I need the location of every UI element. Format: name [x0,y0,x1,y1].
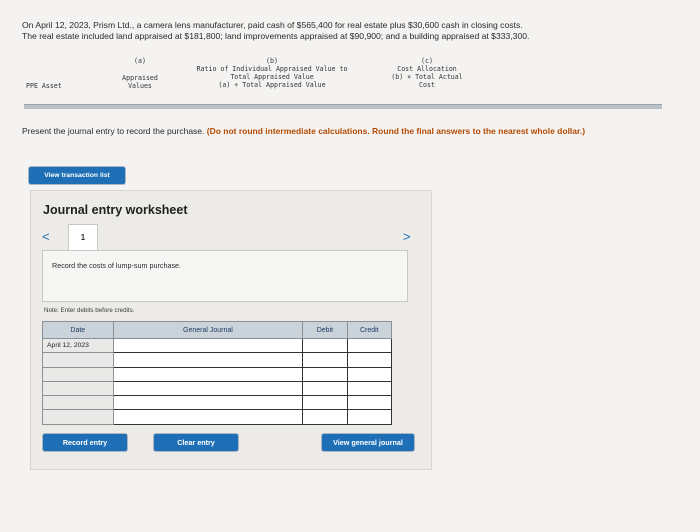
previous-arrow-icon[interactable]: < [42,229,50,244]
clear-entry-button[interactable]: Clear entry [154,434,238,451]
account-input[interactable] [113,381,303,395]
credit-header: Credit [347,322,391,339]
instructions-plain: Present the journal entry to record the purchase. [22,126,207,136]
col-c-letter: (c) [421,57,433,65]
credit-input[interactable] [347,396,391,410]
account-input[interactable] [113,353,303,367]
journal-header-row [43,322,392,339]
table-row [43,396,392,410]
ppe-asset-label: PPE Asset [26,82,62,90]
note-text: Note: Enter debits before credits. [44,307,135,314]
view-general-journal-button[interactable]: View general journal [322,434,414,451]
tab-1[interactable]: 1 [68,224,98,250]
date-cell [43,410,114,424]
col-c-line2: (b) × Total Actual [391,73,463,81]
table-row [43,353,392,367]
record-entry-button[interactable]: Record entry [43,434,127,451]
col-c-line1: Cost Allocation [397,65,457,73]
date-header: Date [43,322,114,339]
ppe-allocation-table-header [22,57,672,97]
instructions-bold: (Do not round intermediate calculations. Round the final answers to the nearest whole dollar.) [206,126,586,136]
debit-input[interactable] [303,353,347,367]
credit-input[interactable] [347,339,391,353]
date-cell [43,381,114,395]
debit-input[interactable] [303,410,347,424]
account-input[interactable] [113,339,303,353]
credit-input[interactable] [347,367,391,381]
debit-header: Debit [303,322,347,339]
col-a-line1: Appraised [122,74,158,82]
debit-input[interactable] [303,396,347,410]
table-row [43,410,392,424]
date-cell: April 12, 2023 [43,339,114,353]
account-input[interactable] [113,367,303,381]
worksheet-title: Journal entry worksheet [43,203,188,217]
task-description: Record the costs of lump-sum purchase. [52,261,182,270]
account-input[interactable] [113,410,303,424]
table-row [43,381,392,395]
credit-input[interactable] [347,381,391,395]
table-row [43,367,392,381]
account-input[interactable] [113,396,303,410]
instructions [22,126,622,137]
credit-input[interactable] [347,353,391,367]
date-cell [43,353,114,367]
next-arrow-icon[interactable]: > [403,229,411,244]
table-divider [24,104,662,109]
problem-statement [22,20,682,42]
col-b-letter: (b) [266,57,278,65]
col-b-header [182,57,362,89]
col-b-line3: (a) ÷ Total Appraised Value [218,81,326,89]
problem-line-2: The real estate included land appraised at $181,800; land improvements appraised at $90,900; and a building appraised at $333,300. [22,31,530,41]
col-b-line1: Ratio of Individual Appraised Value to [196,65,348,73]
table-row [43,339,392,353]
general-journal-header: General Journal [113,322,303,339]
debit-input[interactable] [303,367,347,381]
date-cell [43,396,114,410]
task-description-box [42,250,408,302]
debit-input[interactable] [303,339,347,353]
problem-line-1: On April 12, 2023, Prism Ltd., a camera lens manufacturer, paid cash of $565,400 for real estate plus $30,600 cash in closing costs. [22,20,523,30]
journal-table [42,321,392,425]
col-a-header [110,57,170,90]
credit-input[interactable] [347,410,391,424]
col-b-line2: Total Appraised Value [230,73,314,81]
debit-input[interactable] [303,381,347,395]
date-cell [43,367,114,381]
col-a-letter: (a) [134,57,146,65]
view-transaction-list-button[interactable]: View transaction list [29,167,125,184]
col-a-line2: Values [128,82,152,90]
col-c-line3: Cost [419,81,435,89]
col-c-header [382,57,472,89]
